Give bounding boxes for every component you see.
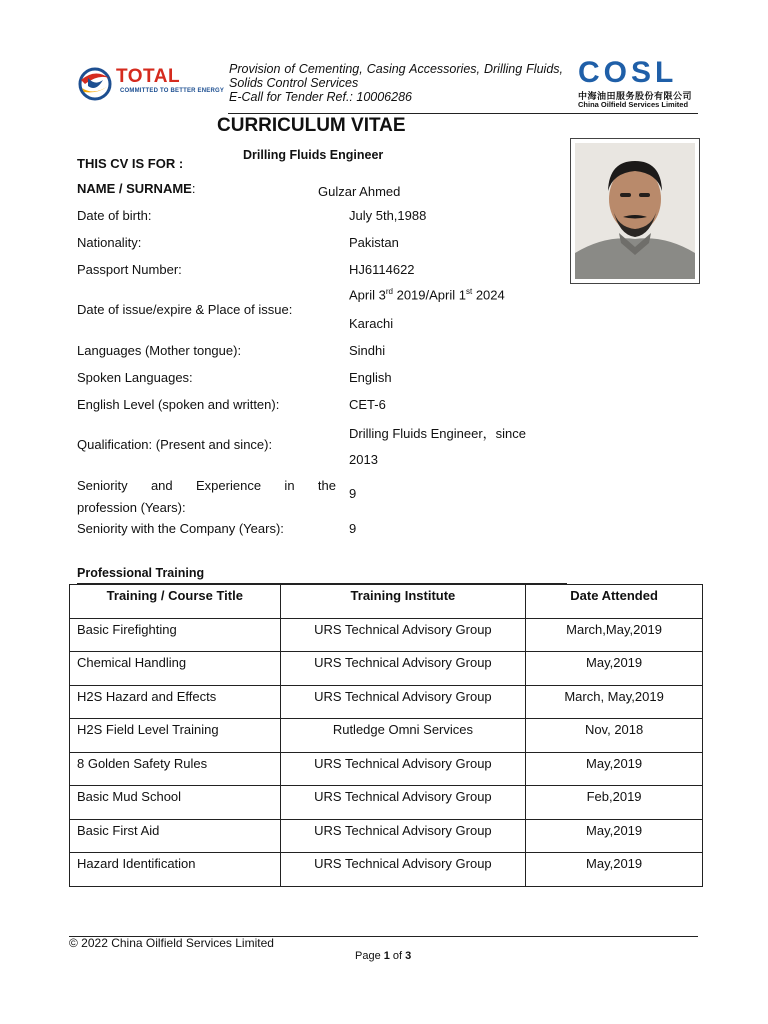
english-level-value: CET-6 [349, 397, 386, 412]
institute-cell: URS Technical Advisory Group [280, 685, 526, 719]
table-row [70, 618, 703, 652]
training-section-title: Professional Training [77, 566, 205, 580]
nationality-label: Nationality: [77, 235, 142, 250]
name-label-colon: : [191, 181, 196, 196]
date-cell: May,2019 [526, 853, 703, 887]
table-row [70, 752, 703, 786]
page-number [355, 950, 411, 962]
column-header-course: Training / Course Title [70, 585, 281, 619]
seniority-prof-value: 9 [349, 486, 357, 501]
profile-photo [570, 138, 700, 284]
course-title-cell: 8 Golden Safety Rules [70, 752, 281, 786]
seniority-prof-label-1: Seniority and Experience in the [77, 478, 336, 493]
page-current: 1 [383, 950, 390, 962]
english-level-label: English Level (spoken and written): [77, 397, 280, 412]
date-cell: March, May,2019 [526, 685, 703, 719]
date-cell: Nov, 2018 [526, 719, 703, 753]
issue-date-a-sup: rd [385, 287, 393, 296]
copyright-text: © 2022 China Oilfield Services Limited [69, 936, 274, 950]
institute-cell: URS Technical Advisory Group [280, 752, 526, 786]
page-word: Page [355, 950, 384, 962]
cosl-brand: COSL [578, 56, 678, 89]
spoken-value: English [349, 370, 392, 385]
total-brand: TOTAL [116, 66, 181, 87]
institute-cell: URS Technical Advisory Group [280, 652, 526, 686]
course-title-cell: H2S Field Level Training [70, 719, 281, 753]
course-title-cell: Basic First Aid [70, 819, 281, 853]
date-cell: May,2019 [526, 752, 703, 786]
issue-date-a: April 3 [349, 287, 386, 303]
issue-place: Karachi [349, 316, 394, 331]
lang-mother-label: Languages (Mother tongue): [77, 343, 242, 358]
institute-cell: URS Technical Advisory Group [280, 786, 526, 820]
name-label-text: NAME / SURNAME [77, 181, 192, 196]
dob-label: Date of birth: [77, 208, 152, 223]
page-total: 3 [405, 950, 412, 962]
table-row [70, 685, 703, 719]
total-logo-icon [76, 66, 114, 102]
issue-date-c: 2024 [472, 287, 505, 303]
issue-label: Date of issue/expire & Place of issue: [77, 302, 293, 317]
total-tagline: COMMITTED TO BETTER ENERGY [120, 88, 225, 94]
table-row [70, 786, 703, 820]
cv-for-label: THIS CV IS FOR : [77, 156, 184, 171]
column-header-date: Date Attended [526, 585, 703, 619]
tender-line-1: Provision of Cementing, Casing Accessories, Drilling Fluids, Solids Control Services [229, 62, 563, 90]
spoken-label: Spoken Languages: [77, 370, 193, 385]
qualification-value-1: Drilling Fluids Engineer，since [349, 426, 527, 441]
table-row [70, 819, 703, 853]
nationality-value: Pakistan [349, 235, 399, 250]
cv-for-value: Drilling Fluids Engineer [243, 148, 384, 162]
course-title-cell: Chemical Handling [70, 652, 281, 686]
seniority-company-label: Seniority with the Company (Years): [77, 521, 284, 536]
training-header-row [70, 585, 703, 619]
tender-line-2: E-Call for Tender Ref.: 10006286 [229, 90, 412, 104]
institute-cell: URS Technical Advisory Group [280, 618, 526, 652]
issue-date-b-sup: st [465, 287, 473, 296]
date-cell: March,May,2019 [526, 618, 703, 652]
qualification-value-2: 2013 [349, 452, 378, 467]
seniority-prof-label-2: profession (Years): [77, 500, 186, 515]
issue-date-b: 2019/April 1 [392, 287, 466, 303]
institute-cell: URS Technical Advisory Group [280, 819, 526, 853]
institute-cell: URS Technical Advisory Group [280, 853, 526, 887]
qualification-label: Qualification: (Present and since): [77, 437, 273, 452]
table-row [70, 652, 703, 686]
training-table [69, 584, 703, 887]
table-row [70, 719, 703, 753]
lang-mother-value: Sindhi [349, 343, 386, 358]
course-title-cell: H2S Hazard and Effects [70, 685, 281, 719]
passport-value: HJ6114622 [349, 262, 415, 277]
course-title-cell: Basic Mud School [70, 786, 281, 820]
name-value: Gulzar Ahmed [318, 184, 401, 199]
course-title-cell: Hazard Identification [70, 853, 281, 887]
tender-description [229, 62, 563, 104]
issue-dates [349, 287, 505, 302]
date-cell: May,2019 [526, 819, 703, 853]
course-title-cell: Basic Firefighting [70, 618, 281, 652]
name-label [77, 181, 195, 196]
date-cell: Feb,2019 [526, 786, 703, 820]
cosl-chinese-name: 中海油田服务股份有限公司 [578, 91, 693, 101]
seniority-company-value: 9 [349, 521, 357, 536]
date-cell: May,2019 [526, 652, 703, 686]
cv-title: CURRICULUM VITAE [217, 115, 406, 136]
cosl-english-name: China Oilfield Services Limited [578, 100, 689, 109]
passport-label: Passport Number: [77, 262, 182, 277]
header-rule [228, 113, 698, 114]
page-of: of [389, 950, 406, 962]
dob-value: July 5th,1988 [349, 208, 427, 223]
table-row [70, 853, 703, 887]
institute-cell: Rutledge Omni Services [280, 719, 526, 753]
column-header-institute: Training Institute [280, 585, 526, 619]
portrait-icon [575, 143, 695, 279]
